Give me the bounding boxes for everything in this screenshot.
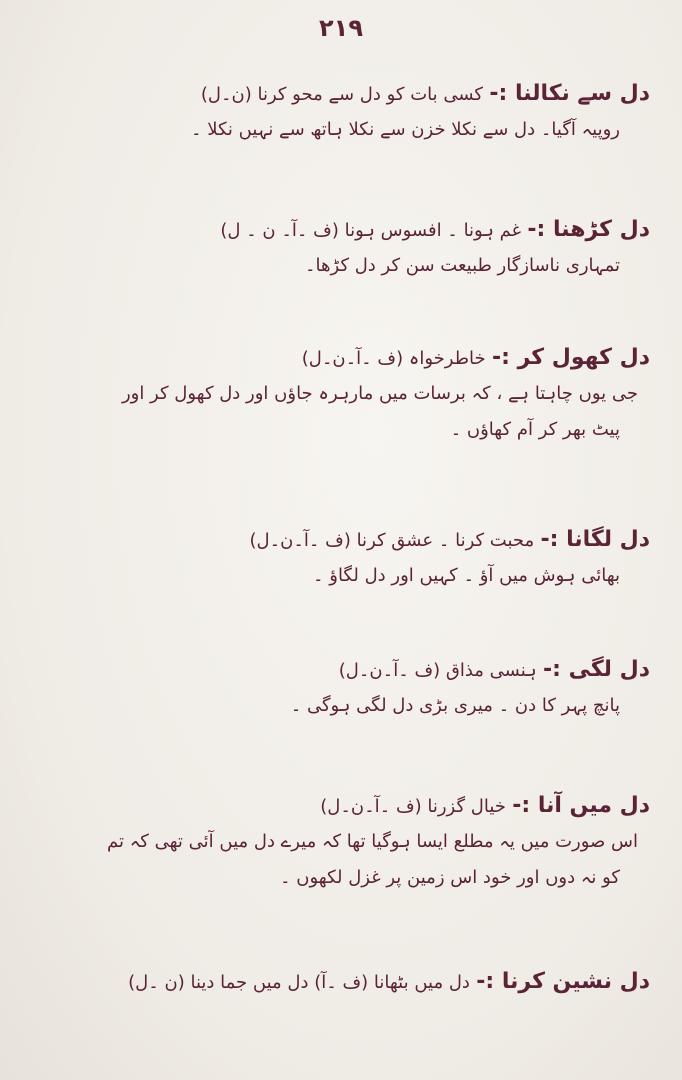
definition: خاطرخواہ (ف ۔آ۔ن۔ل) bbox=[301, 348, 486, 369]
entry-heading bbox=[30, 212, 650, 248]
headword: دل لگانا :- bbox=[540, 527, 650, 552]
dictionary-entry bbox=[30, 522, 650, 594]
headword: دل کڑھنا :- bbox=[527, 217, 650, 242]
example-line: پیٹ بھر کر آم کھاؤں ۔ bbox=[450, 419, 620, 440]
dictionary-entry bbox=[30, 652, 650, 724]
entry-heading bbox=[30, 652, 650, 688]
definition: کسی بات کو دل سے محو کرنا (ن۔ل) bbox=[200, 84, 483, 105]
dictionary-entry bbox=[30, 964, 650, 1000]
dictionary-entry bbox=[30, 212, 650, 284]
page-number: ۲۱۹ bbox=[319, 14, 363, 42]
definition: محبت کرنا ۔ عشق کرنا (ف ۔آ۔ن۔ل) bbox=[249, 530, 535, 551]
example-line: روپیہ آگیا۔ دل سے نکلا خزن سے نکلا ہاتھ سے نہیں نکلا ۔ bbox=[190, 119, 620, 140]
headword: دل نشین کرنا :- bbox=[476, 969, 650, 994]
definition: خیال گزرنا (ف ۔آ۔ن۔ل) bbox=[320, 796, 506, 817]
dictionary-entry bbox=[30, 788, 650, 896]
headword: دل کھول کر :- bbox=[492, 345, 650, 370]
entry-heading bbox=[30, 964, 650, 1000]
example-line: جی یوں چاہتا ہے ، کہ برسات میں مارہرہ جاؤں اور دل کھول کر اور bbox=[121, 383, 638, 404]
dictionary-entry bbox=[30, 76, 650, 148]
entry-heading bbox=[30, 340, 650, 376]
example-line: تمہاری ناسازگار طبیعت سن کر دل کڑھا۔ bbox=[304, 255, 620, 276]
definition: دل میں بٹھانا (ف ۔آ) دل میں جما دینا (ن ۔ل) bbox=[128, 972, 470, 993]
dictionary-entry bbox=[30, 340, 650, 448]
headword: دل میں آنا :- bbox=[512, 793, 650, 818]
headword: دل لگی :- bbox=[543, 657, 650, 682]
entry-heading bbox=[30, 76, 650, 112]
example-line: پانچ پہر کا دن ۔ میری بڑی دل لگی ہوگی ۔ bbox=[290, 695, 620, 716]
entry-heading bbox=[30, 788, 650, 824]
example-line: اس صورت میں یہ مطلع ایسا ہوگیا تھا کہ میرے دل میں آئی تھی کہ تم bbox=[107, 831, 638, 852]
example-line: کو نہ دوں اور خود اس زمین پر غزل لکھوں ۔ bbox=[280, 867, 620, 888]
entry-heading bbox=[30, 522, 650, 558]
example-line: بھائی ہوش میں آؤ ۔ کہیں اور دل لگاؤ ۔ bbox=[312, 565, 620, 586]
definition: غم ہونا ۔ افسوس ہونا (ف ۔آ۔ ن ۔ ل) bbox=[220, 220, 522, 241]
definition: ہنسی مذاق (ف ۔آ۔ن۔ل) bbox=[338, 660, 537, 681]
headword: دل سے نکالنا :- bbox=[489, 81, 650, 106]
